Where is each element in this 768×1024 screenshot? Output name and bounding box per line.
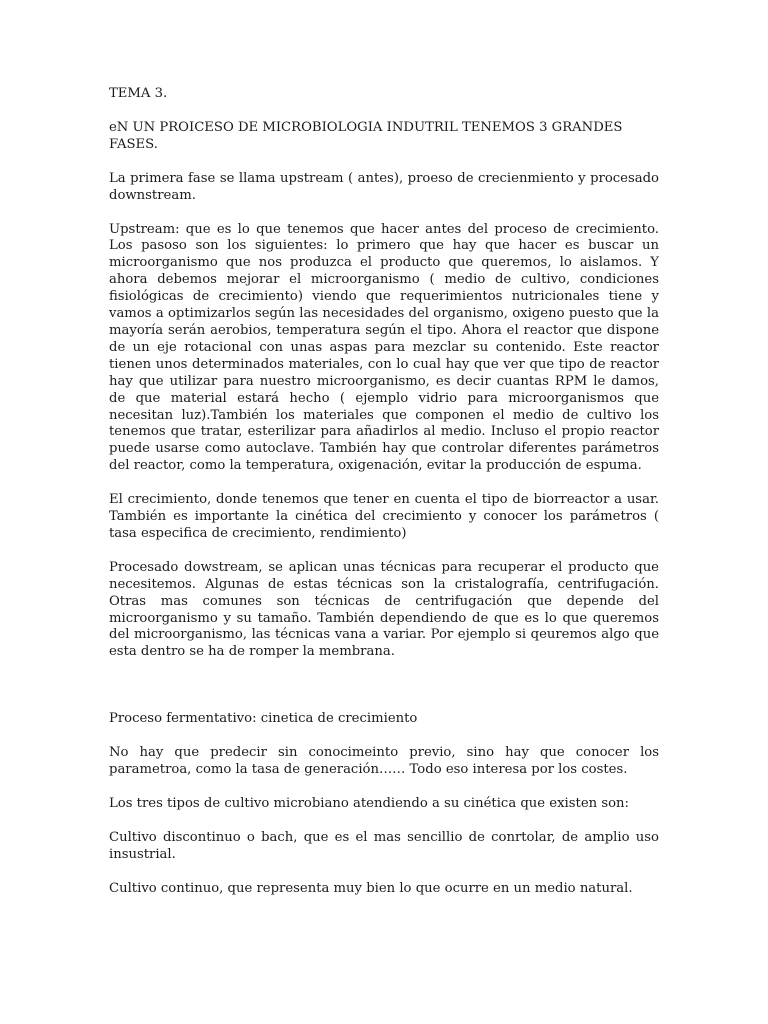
intro-paragraph: eN UN PROICESO DE MICROBIOLOGIA INDUTRIL TENEMOS 3 GRANDES FASES. — [109, 119, 623, 152]
upstream-paragraph: Upstream: que es lo que tenemos que hacer antes del proceso de crecimiento. Los pasoso son los siguientes: lo primero que hay que hacer es buscar un microorganismo que nos produzca el producto que queremos, lo aislamos. Y ahora debemos mejorar el microorganismo ( medio de cultivo, condiciones fisiológicas de crecimiento) viendo que requerimientos nutricionales tiene y vamos a optimizarlos según las necesidades del organismo, oxigeno puesto que la mayoría serán aerobios, temperatura según el tipo. Ahora el reactor que dispone de un eje rotacional con unas aspas para mezclar su contenido. Este reactor tienen unos determinados materiales, con lo cual hay que ver que tipo de reactor hay que utilizar para nuestro microorganismo, es decir cuantas RPM le damos, de que material estará hecho ( ejemplo vidrio para microorganismos que necesitan luz).También los materiales que componen el medio de cultivo los tenemos que tratar, esterilizar para añadirlos al medio. Incluso el propio reactor puede usarse como autoclave. También hay que controlar diferentes parámetros del reactor, como la temperatura, oxigenación, evitar la producción de espuma. — [109, 221, 659, 474]
culture-types-intro: Los tres tipos de cultivo microbiano atendiendo a su cinética que existen son: — [109, 796, 629, 811]
predict-paragraph: No hay que predecir sin conocimeinto previo, sino hay que conocer los parametroa, como la tasa de generación…… Todo eso interesa por los costes. — [109, 745, 659, 778]
batch-culture-paragraph: Cultivo discontinuo o bach, que es el mas sencillio de conrtolar, de amplio uso insustrial. — [109, 829, 659, 862]
phases-paragraph: La primera fase se llama upstream ( antes), proeso de crecienmiento y procesado downstream. — [109, 170, 659, 203]
document-body — [109, 86, 659, 898]
document-heading: TEMA 3. — [109, 86, 168, 101]
growth-paragraph: El crecimiento, donde tenemos que tener en cuenta el tipo de biorreactor a usar. También es importante la cinética del crecimiento y conocer los parámetros ( tasa especifica de crecimiento, rendimiento) — [109, 492, 659, 541]
downstream-paragraph: Procesado dowstream, se aplican unas técnicas para recuperar el producto que necesitemos. Algunas de estas técnicas son la cristalografía, centrifugación. Otras mas comunes son técnicas de centrifugación que depende del microorganismo y su tamaño. También dependiendo de que es lo que queremos del microorganismo, las técnicas vana a variar. Por ejemplo si qeuremos algo que esta dentro se ha de romper la membrana. — [109, 559, 659, 660]
continuous-culture-paragraph: Cultivo continuo, que representa muy bien lo que ocurre en un medio natural. — [109, 880, 633, 896]
section-subheading: Proceso fermentativo: cinetica de crecimiento — [109, 711, 418, 727]
